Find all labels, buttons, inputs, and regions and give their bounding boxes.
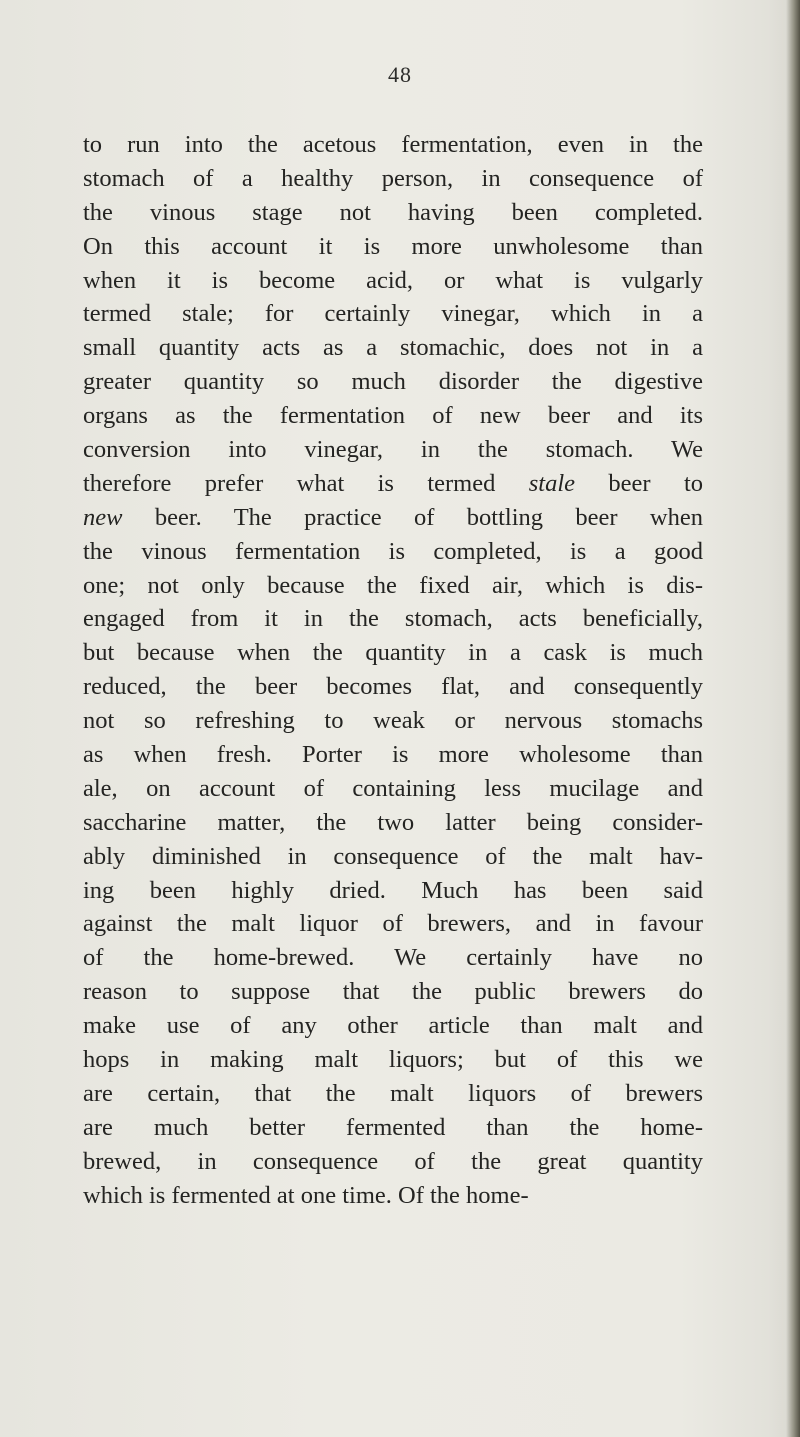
italic-word: new <box>83 503 123 531</box>
page-number: 48 <box>388 62 412 87</box>
text-line <box>83 602 703 636</box>
text-line <box>83 535 703 569</box>
text-line <box>83 704 703 738</box>
text-line <box>83 1077 703 1111</box>
text-segment: ale, on account of containing less mucilage and <box>83 774 703 802</box>
text-line <box>83 806 703 840</box>
text-line <box>83 569 703 603</box>
text-line <box>83 1111 703 1145</box>
text-line <box>83 230 703 264</box>
text-segment: to run into the acetous fermentation, even in the <box>83 131 703 158</box>
text-segment: one; not only because the fixed air, which is dis- <box>83 571 703 599</box>
text-segment: of the home-brewed. We certainly have no <box>83 944 703 972</box>
text-segment: the vinous fermentation is completed, is a good <box>83 537 703 565</box>
text-line <box>83 636 703 670</box>
text-segment: therefore prefer what is termed <box>83 469 529 497</box>
text-line <box>83 1145 703 1179</box>
text-line <box>83 1043 703 1077</box>
text-segment: are much better fermented than the home- <box>83 1113 703 1141</box>
text-segment: reason to suppose that the public brewers do <box>83 978 703 1006</box>
text-line <box>83 162 703 196</box>
text-segment: the vinous stage not having been completed. <box>83 198 703 226</box>
text-line <box>83 264 703 298</box>
text-segment: reduced, the beer becomes flat, and consequently <box>83 673 703 701</box>
text-segment: stomach of a healthy person, in consequence of <box>83 164 703 192</box>
text-segment: as when fresh. Porter is more wholesome than <box>83 741 703 769</box>
text-segment: organs as the fermentation of new beer and its <box>83 402 703 430</box>
text-line <box>83 196 703 230</box>
text-segment: ably diminished in consequence of the malt hav- <box>83 842 703 870</box>
text-line <box>83 1179 703 1213</box>
text-segment: brewed, in consequence of the great quantity <box>83 1147 703 1175</box>
text-segment: beer. The practice of bottling beer when <box>122 503 703 531</box>
text-line <box>83 128 703 162</box>
text-line <box>83 331 703 365</box>
text-segment: On this account it is more unwholesome than <box>83 232 703 260</box>
text-segment: make use of any other article than malt and <box>83 1012 703 1040</box>
text-line <box>83 738 703 772</box>
text-line <box>83 433 703 467</box>
text-segment: but because when the quantity in a cask is much <box>83 639 703 667</box>
text-segment: beer to <box>575 469 703 497</box>
text-line <box>83 941 703 975</box>
text-line <box>83 399 703 433</box>
text-line <box>83 297 703 331</box>
body-text <box>83 128 703 1213</box>
text-segment: conversion into vinegar, in the stomach. We <box>83 436 703 464</box>
text-line <box>83 1009 703 1043</box>
text-segment: engaged from it in the stomach, acts beneficially, <box>83 605 703 633</box>
text-segment: saccharine matter, the two latter being consider- <box>83 808 703 836</box>
text-line <box>83 874 703 908</box>
text-segment: termed stale; for certainly vinegar, which in a <box>83 300 703 328</box>
page-edge-shadow <box>786 0 800 1437</box>
text-segment: against the malt liquor of brewers, and in favour <box>83 910 703 938</box>
text-line <box>83 907 703 941</box>
text-segment: hops in making malt liquors; but of this we <box>83 1046 703 1074</box>
text-segment: not so refreshing to weak or nervous stomachs <box>83 707 703 735</box>
text-segment: when it is become acid, or what is vulgarly <box>83 266 703 294</box>
text-segment: are certain, that the malt liquors of brewers <box>83 1079 703 1107</box>
text-line <box>83 840 703 874</box>
italic-word: stale <box>528 469 576 497</box>
text-line <box>83 467 703 501</box>
text-line <box>83 501 703 535</box>
text-segment: ing been highly dried. Much has been said <box>83 876 703 904</box>
text-line <box>83 670 703 704</box>
text-segment: small quantity acts as a stomachic, does not in a <box>83 334 703 362</box>
text-line <box>83 772 703 806</box>
text-segment: greater quantity so much disorder the digestive <box>83 368 703 396</box>
text-line <box>83 975 703 1009</box>
text-segment: which is fermented at one time. Of the home- <box>83 1181 529 1209</box>
text-line <box>83 365 703 399</box>
